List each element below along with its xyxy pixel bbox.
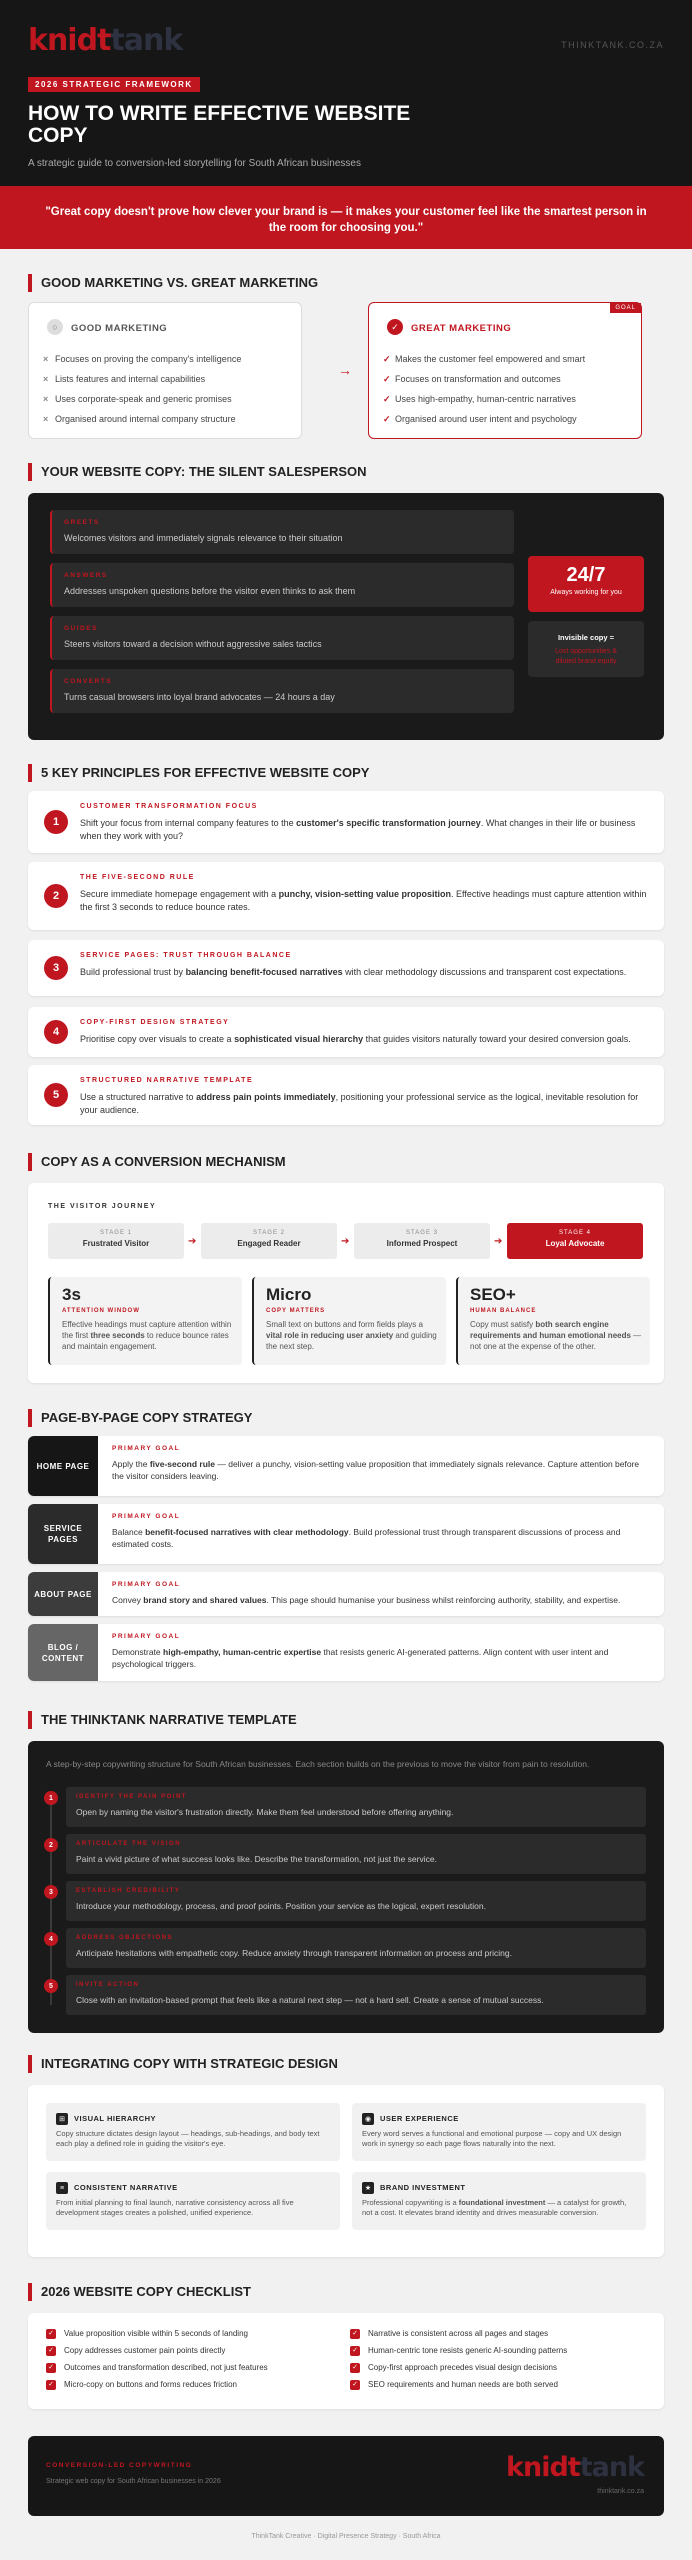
site-url[interactable]: THINKTANK.CO.ZA	[561, 40, 664, 50]
salesperson-role-guides	[50, 616, 514, 660]
great-marketing-item	[383, 349, 585, 369]
journey-stage	[201, 1223, 337, 1259]
step-text: Paint a vivid picture of what success looks like. Describe the transformation, not just the service.	[76, 1854, 437, 1864]
text-part: and guiding the next step.	[266, 1331, 437, 1351]
principle-card	[28, 862, 664, 930]
role-text: Welcomes visitors and immediately signals relevance to their situation	[64, 533, 343, 543]
step-label: INVITE ACTION	[76, 1982, 140, 1988]
stage-name: Frustrated Visitor	[82, 1239, 150, 1248]
integration-title: VISUAL HIERARCHY	[74, 2114, 157, 2123]
visitor-journey-title: THE VISITOR JOURNEY	[48, 1203, 157, 1210]
checkbox-checked-icon[interactable]: ✓	[46, 2346, 56, 2356]
x-icon: ×	[43, 394, 49, 404]
section-title-narrative-template: THE THINKTANK NARRATIVE TEMPLATE	[28, 1711, 297, 1729]
stage-number: STAGE 4	[559, 1230, 591, 1236]
step-label: IDENTIFY THE PAIN POINT	[76, 1794, 187, 1800]
role-label: GREETS	[64, 519, 100, 526]
checklist-item[interactable]	[46, 2380, 237, 2390]
page-strategy-row	[28, 1572, 664, 1616]
role-text: Turns casual browsers into loyal brand advocates — 24 hours a day	[64, 692, 335, 702]
stage-number: STAGE 2	[253, 1230, 285, 1236]
checklist-text: Value proposition visible within 5 seconds of landing	[64, 2329, 248, 2338]
arrow-right-icon: →	[338, 362, 352, 378]
text-emphasis: benefit-focused narratives with clear methodology	[145, 1527, 349, 1537]
checkbox-checked-icon[interactable]: ✓	[46, 2329, 56, 2339]
stage-number: STAGE 3	[406, 1230, 438, 1236]
user-icon: ◉	[362, 2113, 374, 2125]
stat-value: Micro	[266, 1285, 312, 1304]
text-emphasis: vital role in reducing user anxiety	[266, 1331, 394, 1340]
salesperson-role-converts	[50, 669, 514, 713]
item-text: Makes the customer feel empowered and smart	[395, 354, 586, 364]
text-part: Convey	[112, 1595, 144, 1605]
invisible-copy-note	[528, 621, 644, 677]
visitor-journey-card	[28, 1183, 664, 1383]
footer-logo[interactable]: knidttank	[506, 2452, 644, 2483]
role-text: Addresses unspoken questions before the visitor even thinks to ask them	[64, 586, 356, 596]
text-part: Professional copywriting is a	[362, 2198, 459, 2207]
good-marketing-item	[43, 349, 241, 369]
invisible-copy-text: Lost opportunities & diluted brand equity	[555, 648, 617, 665]
salesperson-role-answers	[50, 563, 514, 607]
good-marketing-card	[28, 302, 302, 439]
role-text: Steers visitors toward a decision without aggressive sales tactics	[64, 639, 322, 649]
text-part: — deliver a punchy, vision-setting value proposition that immediately signals relevance. Capture attention before the visitor considers leaving.	[112, 1459, 640, 1481]
text-emphasis: foundational investment	[458, 2198, 546, 2207]
logo[interactable]: knidttank	[28, 23, 183, 58]
checklist-item[interactable]	[46, 2329, 248, 2339]
stat-description	[470, 1319, 645, 1352]
step-label: ARTICULATE THE VISION	[76, 1841, 182, 1847]
page-subtitle: A strategic guide to conversion-led storytelling for South African businesses	[28, 158, 361, 169]
arrow-right-icon: ➔	[494, 1236, 503, 1247]
checklist-item[interactable]	[350, 2363, 557, 2373]
step-number: 3	[44, 1885, 58, 1899]
salesperson-role-greets	[50, 510, 514, 554]
journey-stage	[354, 1223, 490, 1259]
section-title-good-vs-great: GOOD MARKETING VS. GREAT MARKETING	[28, 274, 318, 292]
principle-label: SERVICE PAGES: TRUST THROUGH BALANCE	[80, 952, 292, 959]
conversion-stat	[252, 1277, 446, 1365]
great-marketing-item	[383, 389, 585, 409]
text-part: Use a structured narrative to	[80, 1092, 197, 1102]
footer-url[interactable]: thinktank.co.za	[597, 2488, 644, 2495]
always-working-stat	[528, 556, 644, 612]
step-number: 2	[44, 1838, 58, 1852]
design-integration-item	[352, 2172, 646, 2230]
role-label: ANSWERS	[64, 572, 108, 579]
step-number: 4	[44, 1932, 58, 1946]
text-part: Prioritise copy over visuals to create a	[80, 1034, 235, 1044]
check-icon: ✓	[383, 394, 391, 404]
principle-card	[28, 791, 664, 853]
checklist-text: Micro-copy on buttons and forms reduces friction	[64, 2380, 237, 2389]
text-emphasis: customer's specific transformation journey	[296, 818, 481, 828]
text-part: Shift your focus from internal company features to the	[80, 818, 297, 828]
arrow-right-icon: ➔	[341, 1236, 350, 1247]
principle-card	[28, 1065, 664, 1125]
checkbox-checked-icon[interactable]: ✓	[350, 2329, 360, 2339]
page-goal-text	[112, 1594, 652, 1606]
section-title-page-strategy: PAGE-BY-PAGE COPY STRATEGY	[28, 1409, 252, 1427]
stage-name: Engaged Reader	[237, 1239, 301, 1248]
stage-name: Loyal Advocate	[545, 1239, 605, 1248]
text-emphasis: high-empathy, human-centric expertise	[163, 1647, 322, 1657]
page-goal-text	[112, 1646, 652, 1670]
narrative-step	[66, 1881, 646, 1921]
great-marketing-item	[383, 409, 585, 429]
principle-number: 5	[44, 1083, 68, 1107]
checkbox-checked-icon[interactable]: ✓	[350, 2380, 360, 2390]
checklist-card	[28, 2313, 664, 2409]
role-label: CONVERTS	[64, 678, 113, 685]
principle-label: STRUCTURED NARRATIVE TEMPLATE	[80, 1077, 254, 1084]
hero-quote: "Great copy doesn't prove how clever your brand is — it makes your customer feel like the smartest person in the room for choosing you."	[0, 186, 692, 249]
great-marketing-card	[368, 302, 642, 439]
step-label: ESTABLISH CREDIBILITY	[76, 1888, 181, 1894]
conversion-stat	[48, 1277, 242, 1365]
checklist-item[interactable]	[350, 2380, 558, 2390]
narrative-step	[66, 1787, 646, 1827]
checkbox-checked-icon[interactable]: ✓	[350, 2346, 360, 2356]
checkbox-checked-icon[interactable]: ✓	[350, 2363, 360, 2373]
text-emphasis: balancing benefit-focused narratives	[185, 967, 343, 977]
role-label: GUIDES	[64, 625, 98, 632]
check-icon: ✓	[383, 414, 391, 424]
stat-description	[266, 1319, 441, 1352]
text-part: Copy must satisfy	[470, 1320, 536, 1329]
stat-key: COPY MATTERS	[266, 1308, 326, 1314]
text-part: . Effective headings must capture attention within the first 3 seconds to reduce bounce rates.	[80, 889, 647, 912]
text-part: that guides visitors naturally toward your desired conversion goals.	[363, 1034, 631, 1044]
principle-text	[80, 817, 650, 843]
x-icon: ×	[43, 374, 49, 384]
page-strategy-row	[28, 1436, 664, 1496]
x-icon: ×	[43, 414, 49, 424]
stat-key: ATTENTION WINDOW	[62, 1308, 140, 1314]
footer	[28, 2436, 664, 2516]
principle-text	[80, 1091, 650, 1117]
stat-description	[62, 1319, 237, 1352]
check-icon: ✓	[383, 374, 391, 384]
text-part: Apply the	[112, 1459, 150, 1469]
primary-goal-label: PRIMARY GOAL	[112, 1581, 181, 1588]
stage-number: STAGE 1	[100, 1230, 132, 1236]
narrative-step	[66, 1834, 646, 1874]
page-goal-text	[112, 1458, 652, 1482]
check-icon: ✓	[383, 354, 391, 364]
checklist-text: Outcomes and transformation described, not just features	[64, 2363, 268, 2372]
checkbox-checked-icon[interactable]: ✓	[46, 2363, 56, 2373]
journey-stage	[507, 1223, 643, 1259]
goal-tag: GOAL	[610, 303, 641, 313]
step-text: Anticipate hesitations with empathetic copy. Reduce anxiety through transparent information on process and pricing.	[76, 1948, 512, 1958]
integration-title: USER EXPERIENCE	[380, 2114, 459, 2123]
text-part: with clear methodology discussions and transparent cost expectations.	[342, 967, 627, 977]
text-part: . What changes in their life or business when they work with you?	[80, 818, 636, 841]
list-icon: ≡	[56, 2182, 68, 2194]
text-part: . This page should humanise your business whilst reinforcing authority, stability, and expertise.	[266, 1595, 621, 1605]
grid-icon: ⊞	[56, 2113, 68, 2125]
text-emphasis: brand story and shared values	[143, 1595, 267, 1605]
narrative-step	[66, 1928, 646, 1968]
copyright: ThinkTank Creative · Digital Presence Strategy · South Africa	[251, 2533, 441, 2540]
design-integration-item	[46, 2103, 340, 2161]
text-part: — a catalyst for growth, not a cost. It elevates brand identity and drives measurable conversion.	[362, 2198, 627, 2217]
item-text: Uses high-empathy, human-centric narratives	[395, 394, 576, 404]
text-emphasis: both search engine requirements and human emotional needs	[470, 1320, 631, 1340]
text-part: Small text on buttons and form fields plays a	[266, 1320, 423, 1329]
item-text: Focuses on proving the company's intelligence	[55, 354, 242, 364]
check-circle-icon: ✓	[387, 319, 403, 335]
step-text: Close with an invitation-based prompt that feels like a natural next step — not a hard sell. Create a sense of mutual success.	[76, 1995, 544, 2005]
primary-goal-label: PRIMARY GOAL	[112, 1445, 181, 1452]
item-text: Focuses on transformation and outcomes	[395, 374, 561, 384]
invisible-copy-title: Invisible copy =	[557, 633, 615, 642]
text-part: — not one at the expense of the other.	[470, 1331, 642, 1351]
page-name: ABOUT PAGE	[28, 1572, 98, 1616]
good-marketing-item	[43, 369, 241, 389]
step-label: ADDRESS OBJECTIONS	[76, 1935, 174, 1941]
item-text: Organised around internal company structure	[55, 414, 236, 424]
text-part: Build professional trust by	[80, 967, 186, 977]
item-text: Uses corporate-speak and generic promises	[55, 394, 232, 404]
circle-icon: ○	[47, 319, 63, 335]
integration-text: Copy structure dictates design layout — headings, sub-headings, and body text each play a defined role in guiding the visitor's eye.	[56, 2129, 320, 2148]
step-text: Introduce your methodology, process, and proof points. Position your service as the logical, expert resolution.	[76, 1901, 486, 1911]
great-marketing-title: GREAT MARKETING	[411, 323, 512, 334]
text-part: . Build professional trust through transparent discussions of process and estimated costs.	[112, 1527, 621, 1549]
conversion-stat	[456, 1277, 650, 1365]
framework-badge: 2026 STRATEGIC FRAMEWORK	[28, 77, 200, 92]
stat-value: 3s	[62, 1285, 81, 1304]
narrative-template-panel	[28, 1741, 664, 2033]
design-integration-item	[352, 2103, 646, 2161]
section-title-principles: 5 KEY PRINCIPLES FOR EFFECTIVE WEBSITE COPY	[28, 764, 369, 782]
journey-stage	[48, 1223, 184, 1259]
stat-key: HUMAN BALANCE	[470, 1308, 537, 1314]
page-name: SERVICE PAGES	[28, 1504, 98, 1564]
checklist-item[interactable]	[350, 2346, 567, 2356]
checklist-text: Narrative is consistent across all pages and stages	[368, 2329, 549, 2338]
narrative-intro: A step-by-step copywriting structure for South African businesses. Each section builds on the previous to move the visitor from pain to resolution.	[46, 1759, 590, 1769]
step-number: 5	[44, 1979, 58, 1993]
principle-card	[28, 1007, 664, 1057]
footer-tagline: CONVERSION-LED COPYWRITING	[46, 2462, 193, 2469]
item-text: Organised around user intent and psychology	[395, 414, 577, 424]
checklist-text: Copy addresses customer pain points directly	[64, 2346, 226, 2355]
good-marketing-item	[43, 409, 241, 429]
text-emphasis: sophisticated visual hierarchy	[234, 1034, 364, 1044]
principle-label: COPY-FIRST DESIGN STRATEGY	[80, 1019, 230, 1026]
great-marketing-item	[383, 369, 585, 389]
principle-card	[28, 940, 664, 996]
checklist-text: Human-centric tone resists generic AI-sounding patterns	[368, 2346, 568, 2355]
text-part: to reduce bounce rates and maintain engagement.	[62, 1331, 229, 1351]
good-marketing-list	[43, 349, 241, 429]
page-strategy-row	[28, 1624, 664, 1681]
star-icon: ★	[362, 2182, 374, 2194]
integration-text: Every word serves a functional and emotional purpose — copy and UX design work in synergy so each page flows naturally into the next.	[362, 2129, 622, 2148]
step-number: 1	[44, 1791, 58, 1805]
narrative-step	[66, 1975, 646, 2015]
principle-text	[80, 1033, 650, 1046]
text-part: Demonstrate	[112, 1647, 164, 1657]
page-strategy-row	[28, 1504, 664, 1564]
checkbox-checked-icon[interactable]: ✓	[46, 2380, 56, 2390]
principle-number: 2	[44, 884, 68, 908]
header	[0, 0, 692, 186]
primary-goal-label: PRIMARY GOAL	[112, 1633, 181, 1640]
page-title: HOW TO WRITE EFFECTIVE WEBSITE COPY	[28, 102, 411, 147]
text-emphasis: address pain points immediately	[196, 1092, 336, 1102]
principle-text	[80, 966, 650, 979]
integration-title: BRAND INVESTMENT	[380, 2183, 466, 2192]
primary-goal-label: PRIMARY GOAL	[112, 1513, 181, 1520]
checklist-item[interactable]	[350, 2329, 548, 2339]
integration-text: From initial planning to final launch, narrative consistency across all five development stages creates a polished, unified experience.	[56, 2198, 294, 2217]
text-part: Secure immediate homepage engagement with a	[80, 889, 279, 899]
section-title-checklist: 2026 WEBSITE COPY CHECKLIST	[28, 2283, 251, 2301]
checklist-text: Copy-first approach precedes visual design decisions	[368, 2363, 557, 2372]
integration-title: CONSISTENT NARRATIVE	[74, 2183, 178, 2192]
checklist-text: SEO requirements and human needs are both served	[368, 2380, 558, 2389]
x-icon: ×	[43, 354, 49, 364]
checklist-item[interactable]	[46, 2346, 225, 2356]
good-marketing-title: GOOD MARKETING	[71, 323, 168, 334]
checklist-item[interactable]	[46, 2363, 268, 2373]
principle-label: CUSTOMER TRANSFORMATION FOCUS	[80, 803, 258, 810]
page-goal-text	[112, 1526, 652, 1550]
text-part: that resists generic AI-generated patterns. Align content with user intent and psychological triggers.	[112, 1647, 609, 1669]
text-emphasis: five-second rule	[149, 1459, 215, 1469]
principle-text	[80, 888, 650, 914]
principle-number: 1	[44, 810, 68, 834]
good-marketing-item	[43, 389, 241, 409]
text-part: , positioning your professional service as the logical, inevitable resolution for your audience.	[80, 1092, 639, 1115]
stage-name: Informed Prospect	[386, 1239, 458, 1248]
integrating-card	[28, 2085, 664, 2257]
stat-value: SEO+	[470, 1285, 516, 1304]
text-emphasis: three seconds	[90, 1331, 145, 1340]
arrow-right-icon: ➔	[188, 1236, 197, 1247]
section-title-silent-salesperson: YOUR WEBSITE COPY: THE SILENT SALESPERSON	[28, 463, 367, 481]
principle-label: THE FIVE-SECOND RULE	[80, 874, 195, 881]
principle-number: 4	[44, 1020, 68, 1044]
stat-value: 24/7	[566, 564, 606, 586]
page-name: HOME PAGE	[28, 1436, 98, 1496]
stat-label: Always working for you	[550, 589, 622, 596]
text-part: Balance	[112, 1527, 146, 1537]
design-integration-item	[46, 2172, 340, 2230]
great-marketing-list	[383, 349, 585, 429]
text-part: Effective headings must capture attention within the first	[62, 1320, 232, 1340]
text-emphasis: punchy, vision-setting value proposition	[278, 889, 451, 899]
section-title-integrating: INTEGRATING COPY WITH STRATEGIC DESIGN	[28, 2055, 338, 2073]
integration-text	[362, 2198, 638, 2218]
page-name: BLOG / CONTENT	[28, 1624, 98, 1681]
principle-number: 3	[44, 956, 68, 980]
item-text: Lists features and internal capabilities	[55, 374, 206, 384]
section-title-conversion: COPY AS A CONVERSION MECHANISM	[28, 1153, 286, 1171]
step-text: Open by naming the visitor's frustration directly. Make them feel understood before offering anything.	[76, 1807, 454, 1817]
footer-description: Strategic web copy for South African businesses in 2026	[46, 2478, 221, 2485]
silent-salesperson-panel	[28, 493, 664, 740]
